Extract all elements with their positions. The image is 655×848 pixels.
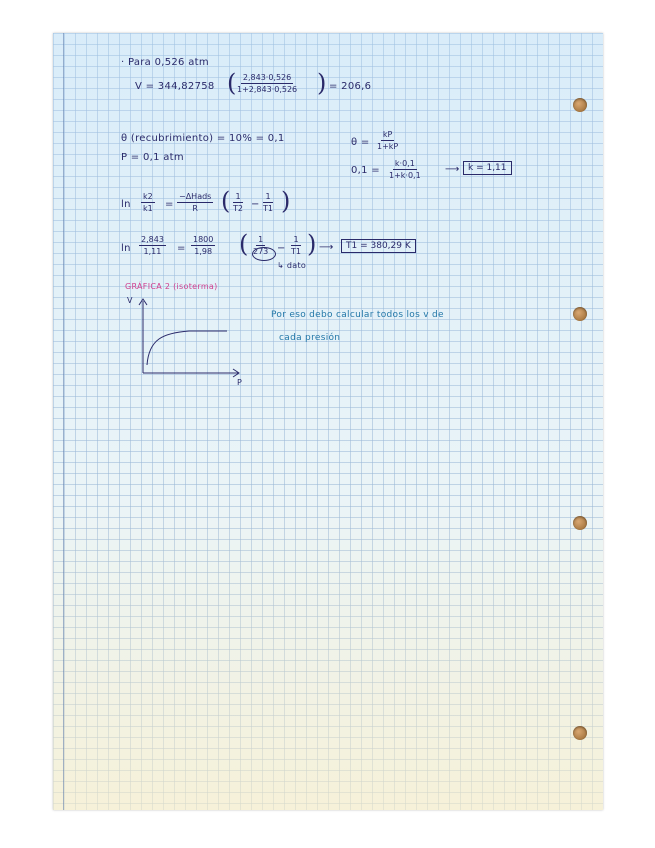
ln-label-1: ln — [121, 199, 131, 210]
binder-hole — [573, 726, 587, 740]
t1-result-box: T1 = 380,29 K — [341, 239, 416, 253]
open-paren-2: ( — [221, 187, 231, 215]
fraction-numerator: 2,843·0,526 — [242, 73, 292, 82]
equals-sign-1: = — [165, 199, 174, 210]
isotherm-curve — [147, 331, 227, 365]
k1-label: k1 — [143, 204, 153, 213]
pressure-value: P = 0,1 atm — [121, 152, 184, 163]
inverse-t1-value-fraction — [289, 235, 303, 256]
fraction-denominator: 1+2,843·0,526 — [237, 85, 298, 94]
theta-lhs: θ = — [351, 137, 370, 148]
one-label-a: 1 — [235, 192, 241, 201]
k2-value: 2,843 — [141, 235, 164, 244]
isotherm-sketch — [119, 291, 255, 387]
dato-label: dato — [286, 261, 307, 270]
note-line-1: Por eso debo calcular todos los v de — [271, 310, 444, 320]
dato-circle — [252, 247, 276, 261]
margin-line — [63, 33, 64, 810]
k1-value: 1,11 — [143, 247, 162, 256]
substitution-lhs: 0,1 = — [351, 165, 380, 176]
dato-annotation: ↳ dato — [277, 261, 307, 270]
arrow-icon-2: ⟶ — [319, 242, 334, 253]
gas-constant-value: 1,98 — [194, 247, 213, 256]
t1-symbol: T1 — [291, 247, 301, 256]
langmuir-fraction — [235, 73, 299, 94]
graph-title: GRÁFICA 2 (isoterma) — [125, 282, 218, 291]
minus-sign-1: − — [251, 199, 260, 210]
close-paren-2: ) — [281, 187, 291, 215]
close-paren-3: ) — [307, 230, 317, 258]
v-axis-label: V — [127, 296, 133, 305]
t1-label: T1 — [263, 204, 273, 213]
theta-denominator: 1+kP — [377, 142, 399, 151]
enthalpy-value: 1800 — [193, 235, 214, 244]
close-paren: ) — [317, 69, 327, 97]
open-paren-3: ( — [239, 230, 249, 258]
substitution-denominator: 1+k·0,1 — [389, 171, 421, 180]
para-pressure-line: · Para 0,526 atm — [121, 57, 209, 68]
volume-result: = 206,6 — [329, 81, 372, 92]
inverse-t2-fraction — [231, 192, 245, 213]
one-value-b: 1 — [293, 235, 299, 244]
temperature-273: 273 — [253, 247, 269, 256]
k2-label: k2 — [143, 192, 153, 201]
volume-lhs: V = 344,82758 — [135, 81, 215, 92]
arrow-icon: ⟶ — [445, 164, 460, 175]
k-values-fraction — [139, 235, 166, 256]
binder-hole — [573, 516, 587, 530]
theta-numerator: kP — [382, 130, 393, 139]
k-result-box: k = 1,11 — [463, 161, 512, 175]
enthalpy-fraction — [177, 192, 213, 213]
t2-label: T2 — [233, 204, 243, 213]
note-line-2: cada presión — [279, 333, 341, 343]
graph-paper-sheet — [53, 33, 603, 810]
theta-definition: θ (recubrimiento) = 10% = 0,1 — [121, 133, 285, 144]
binder-hole — [573, 98, 587, 112]
gas-constant-label: R — [192, 204, 198, 213]
equals-sign-2: = — [177, 243, 186, 254]
minus-sign-2: − — [277, 243, 286, 254]
enthalpy-value-fraction — [191, 235, 215, 256]
ln-label-2: ln — [121, 243, 131, 254]
substitution-numerator: k·0,1 — [394, 159, 415, 168]
enthalpy-label: −ΔHads — [179, 192, 212, 201]
substitution-fraction — [387, 159, 423, 180]
p-axis-label: P — [237, 378, 242, 387]
theta-fraction — [375, 130, 400, 151]
binder-hole — [573, 307, 587, 321]
open-paren: ( — [227, 69, 237, 97]
one-value-a: 1 — [258, 235, 264, 244]
inverse-t1-fraction — [261, 192, 275, 213]
k-ratio-fraction — [141, 192, 155, 213]
one-label-b: 1 — [265, 192, 271, 201]
